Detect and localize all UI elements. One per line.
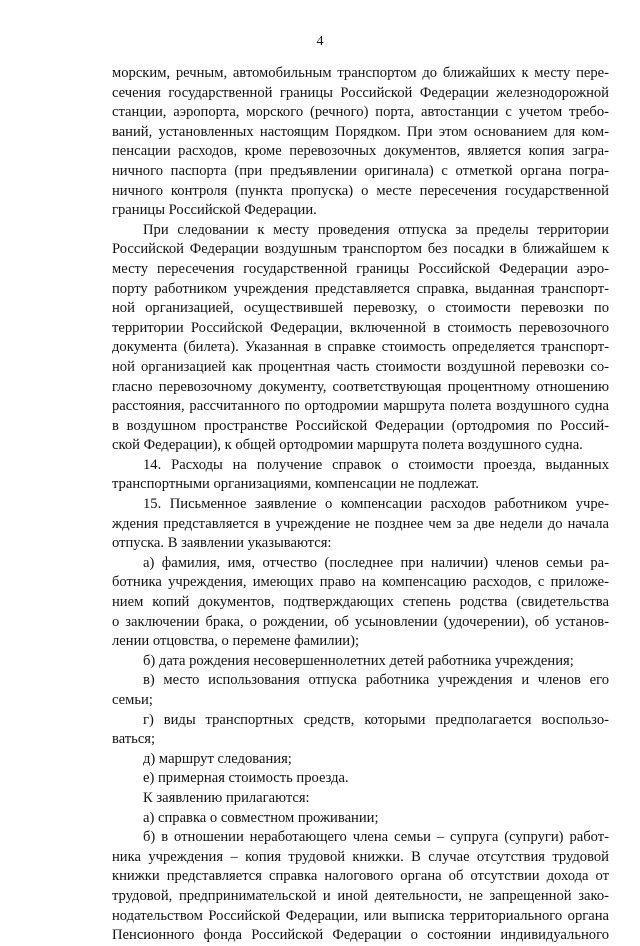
text-line: ской Федерации), к общей ортодромии маршрута полета воздушного судна.: [112, 437, 583, 454]
text-line: а) фамилия, имя, отчество (последнее при наличии) членов семьи ра-: [143, 554, 609, 571]
text-line: станции, аэропорта, морского (речного) порта, автостанции с учетом требо-: [112, 104, 609, 121]
text-line: документа (билета). Указанная в справке стоимость определяется транспорт-: [112, 339, 609, 356]
text-line: расстояния, рассчитанного по ортодромии маршрута полета воздушного судна: [112, 398, 609, 415]
text-line: ной организацией как процентная часть стоимости воздушной перевозки со-: [112, 358, 609, 375]
text-line: б) дата рождения несовершеннолетних детей работника учреждения;: [143, 652, 574, 669]
text-line: сечения государственной границы Российской Федерации железнодорожной: [112, 84, 609, 101]
page-number: 4: [316, 34, 324, 49]
text-line: ждения представляется в учреждение не позднее чем за две недели до начала: [112, 515, 609, 532]
text-line: о заключении брака, о рождении, об усыновлении (удочерении), об установ-: [112, 613, 609, 630]
text-line: ботника учреждения, имеющих право на компенсацию расходов, с приложе-: [112, 574, 609, 591]
text-line: ника учреждения – копия трудовой книжки. В случае отсутствия трудовой: [112, 848, 609, 865]
text-line: г) виды транспортных средств, которыми предполагается воспользо-: [143, 711, 609, 728]
text-line: нодательством Российской Федерации, или выписка территориального органа: [112, 907, 609, 924]
text-line: б) в отношении неработающего члена семьи – супруга (супруги) работ-: [143, 829, 609, 846]
text-line: пенсации расходов, кроме перевозочных документов, является копия загра-: [112, 143, 609, 160]
text-line: территории Российской Федерации, включенной в стоимость перевозочного: [112, 319, 609, 336]
text-line: лении отцовства, о перемене фамилии);: [112, 633, 360, 650]
text-line: ничного паспорта (при предъявлении оригинала) с отметкой органа погра-: [112, 162, 609, 179]
text-line: отпуска. В заявлении указываются:: [112, 535, 332, 552]
text-line: порту работником учреждения представляется справка, выданная транспорт-: [112, 280, 609, 297]
text-line: а) справка о совместном проживании;: [143, 809, 379, 826]
text-line: границы Российской Федерации.: [112, 202, 317, 219]
text-line: е) примерная стоимость проезда.: [143, 770, 349, 787]
text-line: гласно перевозочному документу, соответствующая процентному отношению: [112, 378, 609, 395]
text-line: семьи;: [112, 692, 153, 708]
text-line: ной организацией, осуществившей перевозку, о стоимости перевозки по: [112, 300, 609, 317]
text-line: транспортными организациями, компенсации не подлежат.: [112, 476, 479, 493]
text-line: в) место использования отпуска работника учреждения и членов его: [143, 672, 609, 689]
text-line: При следовании к месту проведения отпуска за пределы территории: [143, 221, 609, 238]
text-line: в воздушном пространстве Российской Федерации (ортодромия по Россий-: [112, 417, 609, 434]
text-line: 14. Расходы на получение справок о стоимости проезда, выданных: [143, 456, 609, 473]
text-line: нием копий документов, подтверждающих степень родства (свидетельства: [112, 594, 609, 611]
text-line: месту пересечения государственной границы Российской Федерации аэро-: [112, 260, 609, 277]
text-line: д) маршрут следования;: [143, 750, 292, 767]
text-line: К заявлению прилагаются:: [143, 789, 310, 806]
text-line: Российской Федерации воздушным транспортом без посадки в ближайшем к: [112, 241, 609, 258]
text-line: 15. Письменное заявление о компенсации расходов работником учре-: [143, 496, 609, 513]
text-line: ничного контроля (пункта пропуска) о месте пересечения государственной: [112, 182, 609, 199]
text-line: трудовой, предпринимательской и иной деятельности, не запрещенной зако-: [112, 887, 609, 904]
document-body: [112, 64, 609, 946]
text-line: книжки представляется справка налогового органа об отсутствии дохода от: [112, 868, 609, 885]
text-line: ваний, установленных настоящим Порядком. При этом основанием для ком-: [112, 123, 609, 140]
text-line: ваться;: [112, 731, 156, 748]
text-line: Пенсионного фонда Российской Федерации о состоянии индивидуального: [112, 927, 609, 944]
text-line: морским, речным, автомобильным транспортом до ближайших к месту пере-: [112, 65, 609, 81]
